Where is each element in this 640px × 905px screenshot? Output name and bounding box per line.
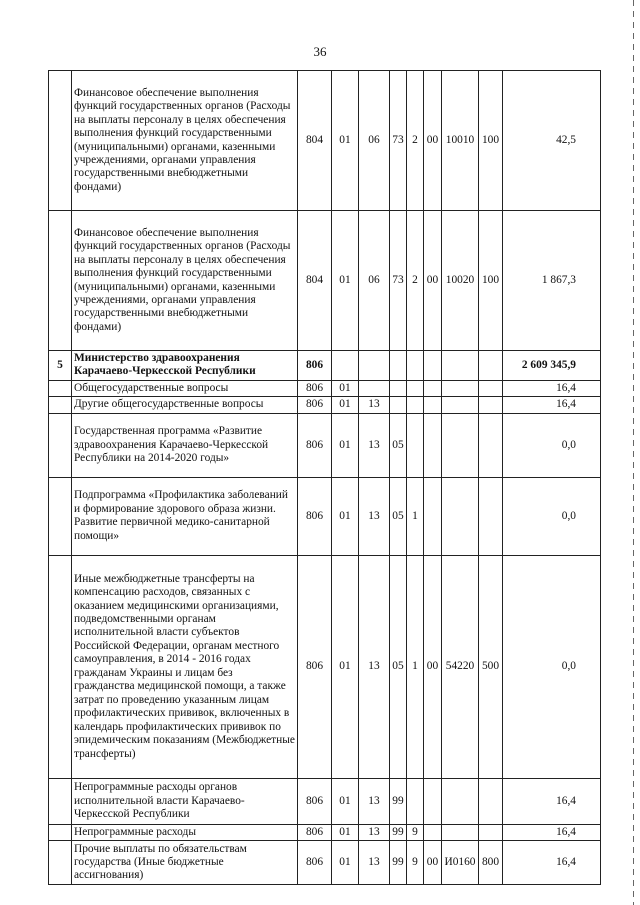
expense-type-code-cell xyxy=(479,778,503,824)
expenditure-name-cell: Министерство здравоохранения Карачаево-Черкесской Республики xyxy=(72,351,298,381)
section-code-cell xyxy=(332,351,359,381)
section-code-cell: 01 xyxy=(332,211,359,351)
amount-cell: 0,0 xyxy=(503,413,601,477)
subprogram-code-cell: 2 xyxy=(407,71,424,211)
row-number-cell xyxy=(49,477,72,555)
event-code-cell: 00 xyxy=(424,555,442,778)
event-code-cell xyxy=(424,778,442,824)
row-number-cell xyxy=(49,71,72,211)
table-row xyxy=(49,413,601,477)
table-row xyxy=(49,71,601,211)
event-code-cell: 00 xyxy=(424,211,442,351)
subsection-code-cell: 13 xyxy=(359,555,390,778)
row-number-cell xyxy=(49,841,72,885)
expenditure-name-cell: Непрограммные расходы органов исполнительной власти Карачаево-Черкесской Республики xyxy=(72,778,298,824)
program-code-cell: 73 xyxy=(390,211,407,351)
program-code-cell: 99 xyxy=(390,778,407,824)
section-code-cell: 01 xyxy=(332,778,359,824)
subprogram-code-cell xyxy=(407,413,424,477)
subprogram-code-cell: 9 xyxy=(407,841,424,885)
program-code-cell: 99 xyxy=(390,824,407,840)
expense-type-code-cell xyxy=(479,824,503,840)
budget-table xyxy=(48,70,601,885)
subprogram-code-cell xyxy=(407,397,424,413)
amount-cell: 1 867,3 xyxy=(503,211,601,351)
event-code-cell xyxy=(424,380,442,396)
ministry-code-cell: 806 xyxy=(298,351,332,381)
expense-type-code-cell xyxy=(479,380,503,396)
expense-type-code-cell: 800 xyxy=(479,841,503,885)
ministry-code-cell: 806 xyxy=(298,824,332,840)
row-number-cell xyxy=(49,397,72,413)
event-code-cell xyxy=(424,824,442,840)
section-code-cell: 01 xyxy=(332,413,359,477)
program-code-cell: 05 xyxy=(390,477,407,555)
page-edge-line xyxy=(633,0,634,905)
subsection-code-cell: 13 xyxy=(359,413,390,477)
subsection-code-cell: 13 xyxy=(359,824,390,840)
amount-cell: 0,0 xyxy=(503,477,601,555)
subsection-code-cell: 13 xyxy=(359,477,390,555)
direction-code-cell: 10010 xyxy=(442,71,479,211)
expense-type-code-cell: 100 xyxy=(479,71,503,211)
event-code-cell xyxy=(424,397,442,413)
program-code-cell: 05 xyxy=(390,413,407,477)
section-code-cell: 01 xyxy=(332,397,359,413)
budget-table-body xyxy=(49,71,601,885)
subprogram-code-cell xyxy=(407,380,424,396)
expenditure-name-cell: Другие общегосударственные вопросы xyxy=(72,397,298,413)
expenditure-name-cell: Государственная программа «Развитие здравоохранения Карачаево-Черкесской Республики на 2014-2020 годы» xyxy=(72,413,298,477)
expense-type-code-cell xyxy=(479,397,503,413)
expense-type-code-cell xyxy=(479,413,503,477)
expense-type-code-cell xyxy=(479,351,503,381)
table-row xyxy=(49,397,601,413)
section-code-cell: 01 xyxy=(332,555,359,778)
direction-code-cell xyxy=(442,778,479,824)
ministry-code-cell: 806 xyxy=(298,413,332,477)
table-row xyxy=(49,555,601,778)
program-code-cell: 05 xyxy=(390,555,407,778)
page-number: 36 xyxy=(313,44,327,59)
ministry-code-cell: 806 xyxy=(298,397,332,413)
table-row xyxy=(49,211,601,351)
direction-code-cell xyxy=(442,380,479,396)
table-row xyxy=(49,351,601,381)
expense-type-code-cell xyxy=(479,477,503,555)
amount-cell: 16,4 xyxy=(503,380,601,396)
section-code-cell: 01 xyxy=(332,380,359,396)
program-code-cell xyxy=(390,397,407,413)
event-code-cell xyxy=(424,413,442,477)
expenditure-name-cell: Непрограммные расходы xyxy=(72,824,298,840)
subsection-code-cell: 13 xyxy=(359,397,390,413)
direction-code-cell: 54220 xyxy=(442,555,479,778)
expense-type-code-cell: 100 xyxy=(479,211,503,351)
direction-code-cell: И0160 xyxy=(442,841,479,885)
ministry-code-cell: 806 xyxy=(298,477,332,555)
subprogram-code-cell: 9 xyxy=(407,824,424,840)
table-row xyxy=(49,477,601,555)
amount-cell: 42,5 xyxy=(503,71,601,211)
subsection-code-cell: 13 xyxy=(359,841,390,885)
expense-type-code-cell: 500 xyxy=(479,555,503,778)
program-code-cell xyxy=(390,351,407,381)
event-code-cell xyxy=(424,351,442,381)
subsection-code-cell: 06 xyxy=(359,211,390,351)
amount-cell: 0,0 xyxy=(503,555,601,778)
subprogram-code-cell xyxy=(407,351,424,381)
row-number-cell xyxy=(49,555,72,778)
direction-code-cell xyxy=(442,413,479,477)
row-number-cell xyxy=(49,778,72,824)
ministry-code-cell: 804 xyxy=(298,211,332,351)
ministry-code-cell: 806 xyxy=(298,555,332,778)
amount-cell: 16,4 xyxy=(503,841,601,885)
subsection-code-cell xyxy=(359,380,390,396)
direction-code-cell: 10020 xyxy=(442,211,479,351)
amount-cell: 16,4 xyxy=(503,778,601,824)
direction-code-cell xyxy=(442,824,479,840)
subsection-code-cell: 13 xyxy=(359,778,390,824)
expenditure-name-cell: Финансовое обеспечение выполнения функций государственных органов (Расходы на выплаты персоналу в целях обеспечения выполнения функций государственными (муниципальными) органами, казенными учреждениями, органами управления государственными внебюджетными фондами) xyxy=(72,71,298,211)
subprogram-code-cell xyxy=(407,778,424,824)
direction-code-cell xyxy=(442,397,479,413)
expenditure-name-cell: Общегосударственные вопросы xyxy=(72,380,298,396)
expenditure-name-cell: Прочие выплаты по обязательствам государства (Иные бюджетные ассигнования) xyxy=(72,841,298,885)
amount-cell: 16,4 xyxy=(503,824,601,840)
section-code-cell: 01 xyxy=(332,841,359,885)
subsection-code-cell xyxy=(359,351,390,381)
event-code-cell xyxy=(424,477,442,555)
program-code-cell xyxy=(390,380,407,396)
expenditure-name-cell: Иные межбюджетные трансферты на компенсацию расходов, связанных с оказанием медицинскими организациями, подведомственными органам исполнительной власти субъектов Российской Федерации, органам местного самоуправления, в 2014 - 2016 годах гражданам Украины и лицам без гражданства медицинской помощи, а также затрат по проведению указанным лицам профилактических прививок, включенных в календарь профилактических прививок по эпидемическим показаниям (Межбюджетные трансферты) xyxy=(72,555,298,778)
table-row xyxy=(49,824,601,840)
ministry-code-cell: 806 xyxy=(298,380,332,396)
section-code-cell: 01 xyxy=(332,71,359,211)
subprogram-code-cell: 1 xyxy=(407,555,424,778)
expenditure-name-cell: Финансовое обеспечение выполнения функций государственных органов (Расходы на выплаты персоналу в целях обеспечения выполнения функций государственными (муниципальными) органами, казенными учреждениями, органами управления государственными внебюджетными фондами) xyxy=(72,211,298,351)
amount-cell: 2 609 345,9 xyxy=(503,351,601,381)
row-number-cell: 5 xyxy=(49,351,72,381)
ministry-code-cell: 806 xyxy=(298,778,332,824)
ministry-code-cell: 804 xyxy=(298,71,332,211)
row-number-cell xyxy=(49,824,72,840)
table-row xyxy=(49,841,601,885)
subprogram-code-cell: 2 xyxy=(407,211,424,351)
row-number-cell xyxy=(49,211,72,351)
amount-cell: 16,4 xyxy=(503,397,601,413)
event-code-cell: 00 xyxy=(424,71,442,211)
subsection-code-cell: 06 xyxy=(359,71,390,211)
event-code-cell: 00 xyxy=(424,841,442,885)
direction-code-cell xyxy=(442,351,479,381)
ministry-code-cell: 806 xyxy=(298,841,332,885)
row-number-cell xyxy=(49,413,72,477)
expenditure-name-cell: Подпрограмма «Профилактика заболеваний и формирование здорового образа жизни. Развитие первичной медико-санитарной помощи» xyxy=(72,477,298,555)
row-number-cell xyxy=(49,380,72,396)
program-code-cell: 73 xyxy=(390,71,407,211)
section-code-cell: 01 xyxy=(332,477,359,555)
direction-code-cell xyxy=(442,477,479,555)
table-row xyxy=(49,380,601,396)
section-code-cell: 01 xyxy=(332,824,359,840)
table-row xyxy=(49,778,601,824)
program-code-cell: 99 xyxy=(390,841,407,885)
subprogram-code-cell: 1 xyxy=(407,477,424,555)
